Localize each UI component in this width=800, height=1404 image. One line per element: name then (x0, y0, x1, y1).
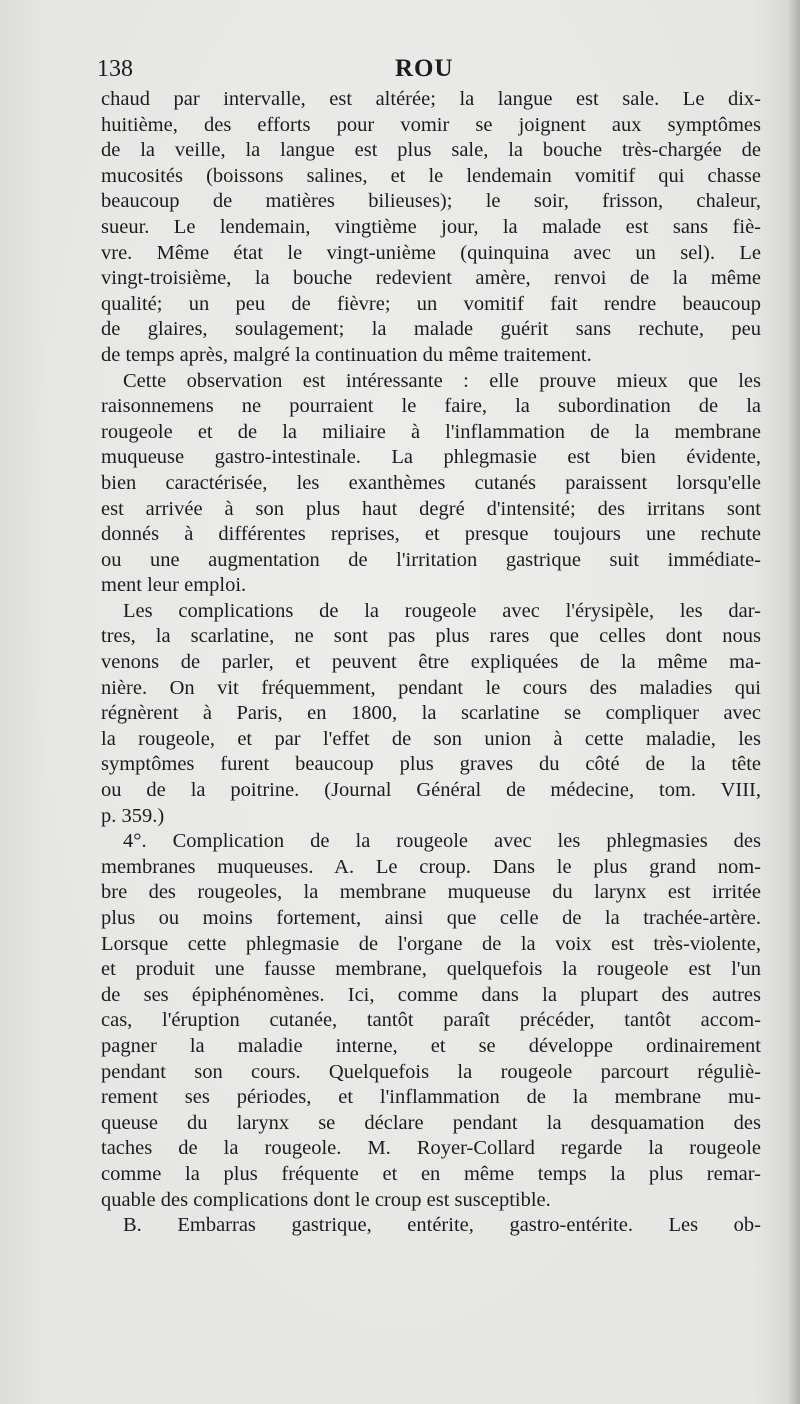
text-line: sueur. Le lendemain, vingtième jour, la malade est sans fiè- (101, 215, 761, 238)
text-line: Cette observation est intéressante : elle prouve mieux que les (123, 369, 761, 392)
text-line: pagner la maladie interne, et se développe ordinairement (101, 1034, 761, 1057)
text-line: mucosités (boissons salines, et le lendemain vomitif qui chasse (101, 164, 761, 187)
text-line: la rougeole, et par l'effet de son union à cette maladie, les (101, 727, 761, 750)
text-line: et produit une fausse membrane, quelquefois la rougeole est l'un (101, 958, 761, 981)
text-line: raisonnemens ne pourraient le faire, la subordination de la (101, 395, 761, 418)
text-line: ou une augmentation de l'irritation gastrique suit immédiate- (101, 548, 761, 571)
text-line: Les complications de la rougeole avec l'érysipèle, les dar- (123, 599, 761, 622)
text-line: qualité; un peu de fièvre; un vomitif fait rendre beaucoup (101, 292, 761, 315)
text-line: plus ou moins fortement, ainsi que celle de la trachée-artère. (101, 907, 761, 929)
text-line: nière. On vit fréquemment, pendant le cours des maladies qui (101, 676, 761, 699)
text-line: muqueuse gastro-intestinale. La phlegmasie est bien évidente, (101, 446, 761, 469)
page-number: 138 (97, 56, 133, 82)
text-line: de ses épiphénomènes. Ici, comme dans la plupart des autres (101, 983, 761, 1006)
text-line: Lorsque cette phlegmasie de l'organe de la voix est très-violente, (101, 932, 761, 955)
text-line: rement ses périodes, et l'inflammation de la membrane mu- (101, 1086, 761, 1109)
text-line: est arrivée à son plus haut degré d'intensité; des irritans sont (101, 497, 761, 520)
text-line: beaucoup de matières bilieuses); le soir, frisson, chaleur, (101, 190, 761, 213)
text-line: B. Embarras gastrique, entérite, gastro-entérite. Les ob- (123, 1214, 761, 1237)
text-line: huitième, des efforts pour vomir se joignent aux symptômes (101, 113, 761, 136)
text-line: ment leur emploi. (101, 574, 247, 597)
running-title: ROU (395, 55, 454, 82)
text-line: bre des rougeoles, la membrane muqueuse du larynx est irritée (101, 881, 761, 904)
text-line: donnés à différentes reprises, et presque toujours une rechute (101, 523, 761, 546)
text-line: taches de la rougeole. M. Royer-Collard regarde la rougeole (101, 1137, 761, 1160)
text-line: tres, la scarlatine, ne sont pas plus rares que celles dont nous (101, 625, 761, 648)
text-line: comme la plus fréquente et en même temps la plus remar- (101, 1162, 761, 1185)
text-line: rougeole et de la miliaire à l'inflammation de la membrane (101, 420, 761, 443)
text-line: symptômes furent beaucoup plus graves du côté de la tête (101, 753, 761, 776)
body-text (101, 87, 761, 1239)
text-line: p. 359.) (101, 804, 165, 827)
text-line: ou de la poitrine. (Journal Général de médecine, tom. VIII, (101, 779, 761, 802)
text-line: vre. Même état le vingt-unième (quinquina avec un sel). Le (101, 241, 761, 264)
text-line: de la veille, la langue est plus sale, la bouche très-chargée de (101, 139, 761, 162)
text-line: vingt-troisième, la bouche redevient amère, renvoi de la même (101, 267, 761, 290)
text-line: chaud par intervalle, est altérée; la langue est sale. Le dix- (101, 88, 761, 110)
text-line: venons de parler, et peuvent être expliquées de la même ma- (101, 651, 761, 674)
text-line: quable des complications dont le croup est susceptible. (101, 1188, 551, 1211)
text-line: 4°. Complication de la rougeole avec les phlegmasies des (123, 830, 761, 853)
text-line: membranes muqueuses. A. Le croup. Dans le plus grand nom- (101, 855, 761, 878)
page-edge-shadow (788, 0, 800, 1404)
text-line: de temps après, malgré la continuation du même traitement. (101, 343, 592, 366)
text-line: cas, l'éruption cutanée, tantôt paraît précéder, tantôt accom- (101, 1009, 761, 1032)
text-line: de glaires, soulagement; la malade guérit sans rechute, peu (101, 318, 761, 341)
text-line: pendant son cours. Quelquefois la rougeole parcourt réguliè- (101, 1060, 761, 1083)
text-line: régnèrent à Paris, en 1800, la scarlatine se compliquer avec (101, 702, 761, 725)
text-line: queuse du larynx se déclare pendant la desquamation des (101, 1111, 761, 1134)
running-head (97, 52, 761, 86)
text-line: bien caractérisée, les exanthèmes cutanés paraissent lorsqu'elle (101, 471, 761, 494)
